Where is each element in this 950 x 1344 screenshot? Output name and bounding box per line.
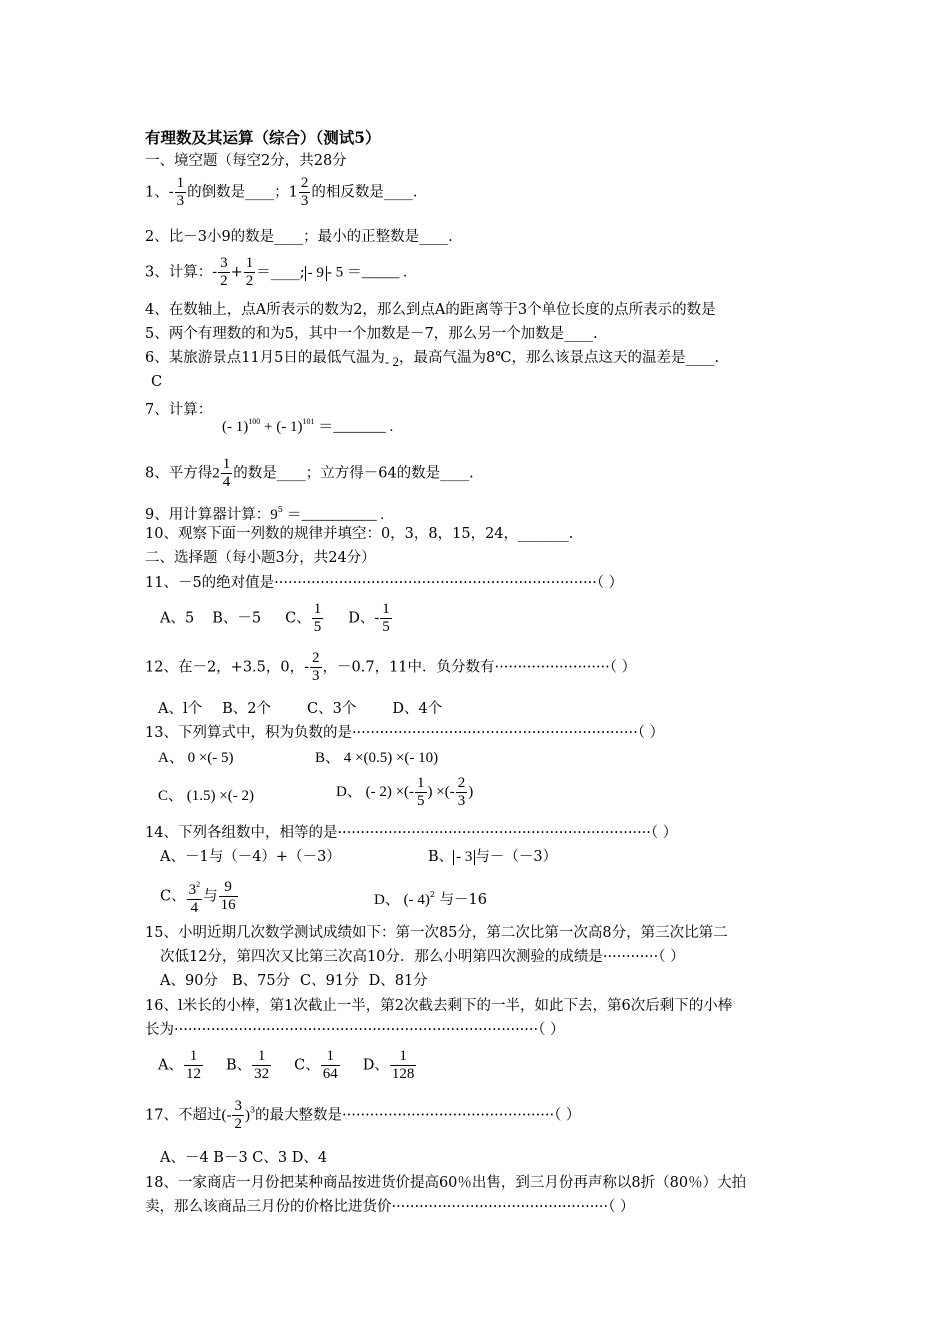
question-18-line-2: 卖，那么该商品三月份的价格比进货价···············································（ ）	[145, 1199, 635, 1215]
question-5: 5、两个有理数的和为5，其中一个加数是－7，那么另一个加数是____.	[145, 326, 598, 342]
question-13: 13、下列算式中，积为负数的是······························································（ ）	[145, 725, 665, 741]
question-6-unit: C	[151, 374, 163, 390]
question-13-option-d: D、 (- 2) ×(- $\frac{1}{5}$ ) ×(- $\frac{2}{3}$ )	[336, 775, 474, 809]
question-14-option-b: B、 - 3 与－（－3）	[428, 849, 558, 865]
question-14: 14、下列各组数中，相等的是····································································（ ）	[145, 825, 678, 841]
question-12-options: A、l个 B、2个 C、3个 D、4个	[158, 701, 443, 717]
fraction: $\frac{2}{3}$	[300, 175, 309, 209]
section-choice-heading: 二、选择题（每小题3分，共24分）	[145, 550, 376, 566]
section-fill-in-heading: 一、境空题（每空2分，共28分	[145, 153, 347, 169]
question-6: 6、某旅游景点11月5日的最低气温为- 2，最高气温为8℃，那么该景点这天的温差是____.	[145, 350, 720, 369]
question-16-options: A、 $\frac{1}{12}$ B、 $\frac{1}{32}$ C、 $\frac{1}{64}$ D、 $\frac{1}{128}$	[158, 1048, 415, 1082]
question-12: 12、在－2，+3.5，0，- $\frac{2}{3}$ ，－0.7，11中．负分数有·························（ ）	[145, 650, 637, 684]
question-15-options: A、90分 B、75分 C、91分 D、81分	[160, 973, 428, 989]
question-11: 11、－5的绝对值是······································································（ ）	[145, 575, 624, 591]
question-4: 4、在数轴上，点A所表示的数为2，那么到点A的距离等于3个单位长度的点所表示的数是	[145, 302, 716, 318]
question-1: 1、- $\frac{1}{3}$ 的倒数是____；1 $\frac{2}{3}$ 的相反数是____.	[145, 175, 418, 209]
question-13-option-c: C、 (1.5) ×(- 2)	[158, 788, 254, 804]
question-17-options: A、－4 B－3 C、3 D、4	[160, 1150, 328, 1166]
question-18-line-1: 18、一家商店一月份把某种商品按进货价提高60％出售，到三月份再声称以8折（80％）大拍	[145, 1175, 747, 1191]
question-13-option-a: A、 0 ×(- 5)	[158, 750, 234, 766]
question-7-label: 7、计算：	[145, 402, 213, 418]
question-8: 8、平方得2 $\frac{1}{4}$ 的数是____；立方得－64的数是____.	[145, 456, 474, 490]
question-3: 3、计算：- $\frac{3}{2}$ + $\frac{1}{2}$ ＝____; - 9 - 5 ＝_____ .	[145, 255, 407, 289]
question-15-line-2: 次低12分，第四次又比第三次高10分．那么小明第四次测验的成绩是············（ ）	[160, 949, 685, 965]
question-14-option-a: A、－1与（－4）+（－3）	[160, 849, 341, 865]
question-7-expression: (- 1)$^{100}$ + (- 1)$^{101}$ ＝_______ .	[222, 417, 394, 435]
absolute-value: - 9	[305, 266, 327, 281]
question-14-option-d: D、 (- 4)$^2$ 与－16	[374, 890, 487, 908]
question-9: 9、用计算器计算：$9^5$ ＝__________ .	[145, 505, 385, 523]
fraction: $\frac{1}{3}$	[176, 175, 185, 209]
question-13-option-b: B、 4 ×(0.5) ×(- 10)	[315, 750, 439, 766]
question-14-option-c: C、 $\frac{3^2}{4}$ 与 $\frac{9}{16}$	[160, 879, 236, 916]
question-11-options: A、5 B、－5 C、 $\frac{1}{5}$ D、- $\frac{1}{5}$	[160, 601, 390, 635]
question-16-line-1: 16、l米长的小棒，第1次截止一半，第2次截去剩下的一半，如此下去，第6次后剩下的小棒	[145, 998, 733, 1014]
question-16-line-2: 长为···············································································（ ）	[145, 1022, 565, 1038]
question-10: 10、观察下面一列数的规律并填空：0，3，8，15，24，_______.	[145, 526, 574, 542]
question-15-line-1: 15、小明近期几次数学测试成绩如下：第一次85分，第二次比第一次高8分，第三次比第二	[145, 925, 728, 941]
question-2: 2、比－3小9的数是____；最小的正整数是____.	[145, 229, 453, 245]
question-17: 17、不超过(- $\frac{3}{2}$ )$^3$的最大整数是··············································（ ）	[145, 1098, 581, 1132]
page-title: 有理数及其运算（综合）（测试5）	[145, 128, 381, 147]
